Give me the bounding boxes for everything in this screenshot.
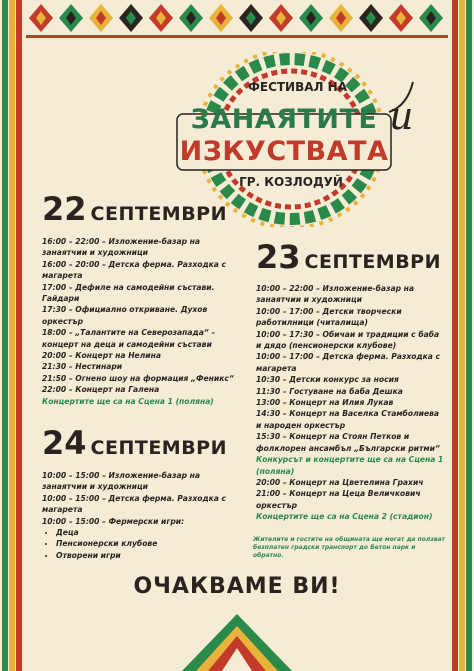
day1-month: СЕПТЕМВРИ [90,203,228,225]
left-border-stripes [0,0,26,671]
day1-number: 22 [42,190,87,228]
day1-schedule [42,236,238,407]
schedule-item: 15:30 – Концерт на Стоян Петков и фолклорен ансамбъл „Български ритми“ [256,432,440,453]
schedule-item: 10:00 – 15:00 – Изложение-базар на занаятчии и художници [42,471,201,492]
schedule-item: 13:00 – Концерт на Илия Лукав [256,398,394,408]
schedule-item: 10:00 – 17:00 – Детски творчески работилници (читалища) [256,306,402,328]
schedule-item: 21:50 – Огнено шоу на формация „Феникс“ [42,373,234,383]
schedule-item: 18:00 – „Талантите на Северозапада“ – концерт на деца и самодейни състави [42,328,216,349]
schedule-item: Конкурсът и концертите ще са на Сцена 1 (поляна) [256,455,444,476]
day2-number: 23 [256,238,301,276]
schedule-item: 14:30 – Концерт на Васелка Стамболиева и народен оркестър [256,409,440,430]
schedule-item: 10:00 – 15:00 – Детска ферма. Разходка с магарета [42,493,227,515]
top-ornament-band [26,0,448,40]
band-underline [26,35,448,38]
title-arts: ИЗКУСТВАТА [179,136,389,167]
transport-note: Жителите и гостите на общината ще могат да ползват безплатен градски транспорт до Бетон парк и обратно. [253,536,446,559]
day3-month: СЕПТЕМВРИ [90,437,228,459]
title-and: и [389,94,414,138]
schedule-item: 11:30 – Гостуване на баба Дешка [256,386,403,396]
schedule-item: 20:00 – Концерт на Цветелина Грахич [256,477,424,487]
schedule-item: 17:00 – Дефиле на самодейни състави. Гайдари [42,282,215,304]
schedule-item: 20:00 – Концерт на Нелина [42,351,161,361]
schedule-item: Концертите ще са на Сцена 1 (поляна) [42,396,214,406]
schedule-item: 16:00 – 22:00 – Изложение-базар на занаятчии и художници [42,237,201,258]
title-crafts: ЗАНАЯТИТЕ [190,104,378,135]
schedule-item: 21:00 – Концерт на Цеца Величкович оркестър [256,489,421,510]
schedule-item: 16:00 – 20:00 – Детска ферма. Разходка с магарета [42,259,227,281]
schedule-item: 22:00 – Концерт на Галена [42,385,160,395]
day2-month: СЕПТЕМВРИ [304,251,442,273]
day1-heading [42,190,227,228]
day2-schedule [256,283,446,523]
day3-heading [42,424,227,462]
day2-heading [256,238,441,276]
schedule-item: 10:30 – Детски конкурс за носия [256,375,399,385]
day3-number: 24 [42,424,87,462]
right-border-stripes [448,0,474,671]
schedule-item: 10:00 – 17:00 – Детска ферма. Разходка с магарета [256,352,441,373]
schedule-item: 17:30 – Официално откриване. Духов оркестър [42,305,208,326]
schedule-item: 21:30 – Нестинари [42,362,123,372]
bottom-ornament [180,612,294,671]
day3-schedule [42,470,238,561]
games-list-item: • Пенсионерски клубове [56,538,238,549]
festival-label: ФЕСТИВАЛ НА [247,80,348,94]
schedule-item: 10:00 – 22:00 – Изложение-базар на занаятчии и художници [256,284,415,305]
city-label: ГР. КОЗЛОДУЙ [239,175,343,189]
games-list-item: • Деца [56,527,238,538]
schedule-item: Концертите ще са на Сцена 2 (стадион) [256,512,433,522]
games-list-item: • Отворени игри [56,550,238,561]
schedule-item: 10:00 – 17:30 – Обичаи и традиции с баба и дядо (пенсионерски клубове) [256,329,440,351]
schedule-item: 10:00 – 15:00 – Фермерски игри: [42,516,185,526]
games-list [42,527,238,561]
closing-message: ОЧАКВАМЕ ВИ! [133,574,341,599]
